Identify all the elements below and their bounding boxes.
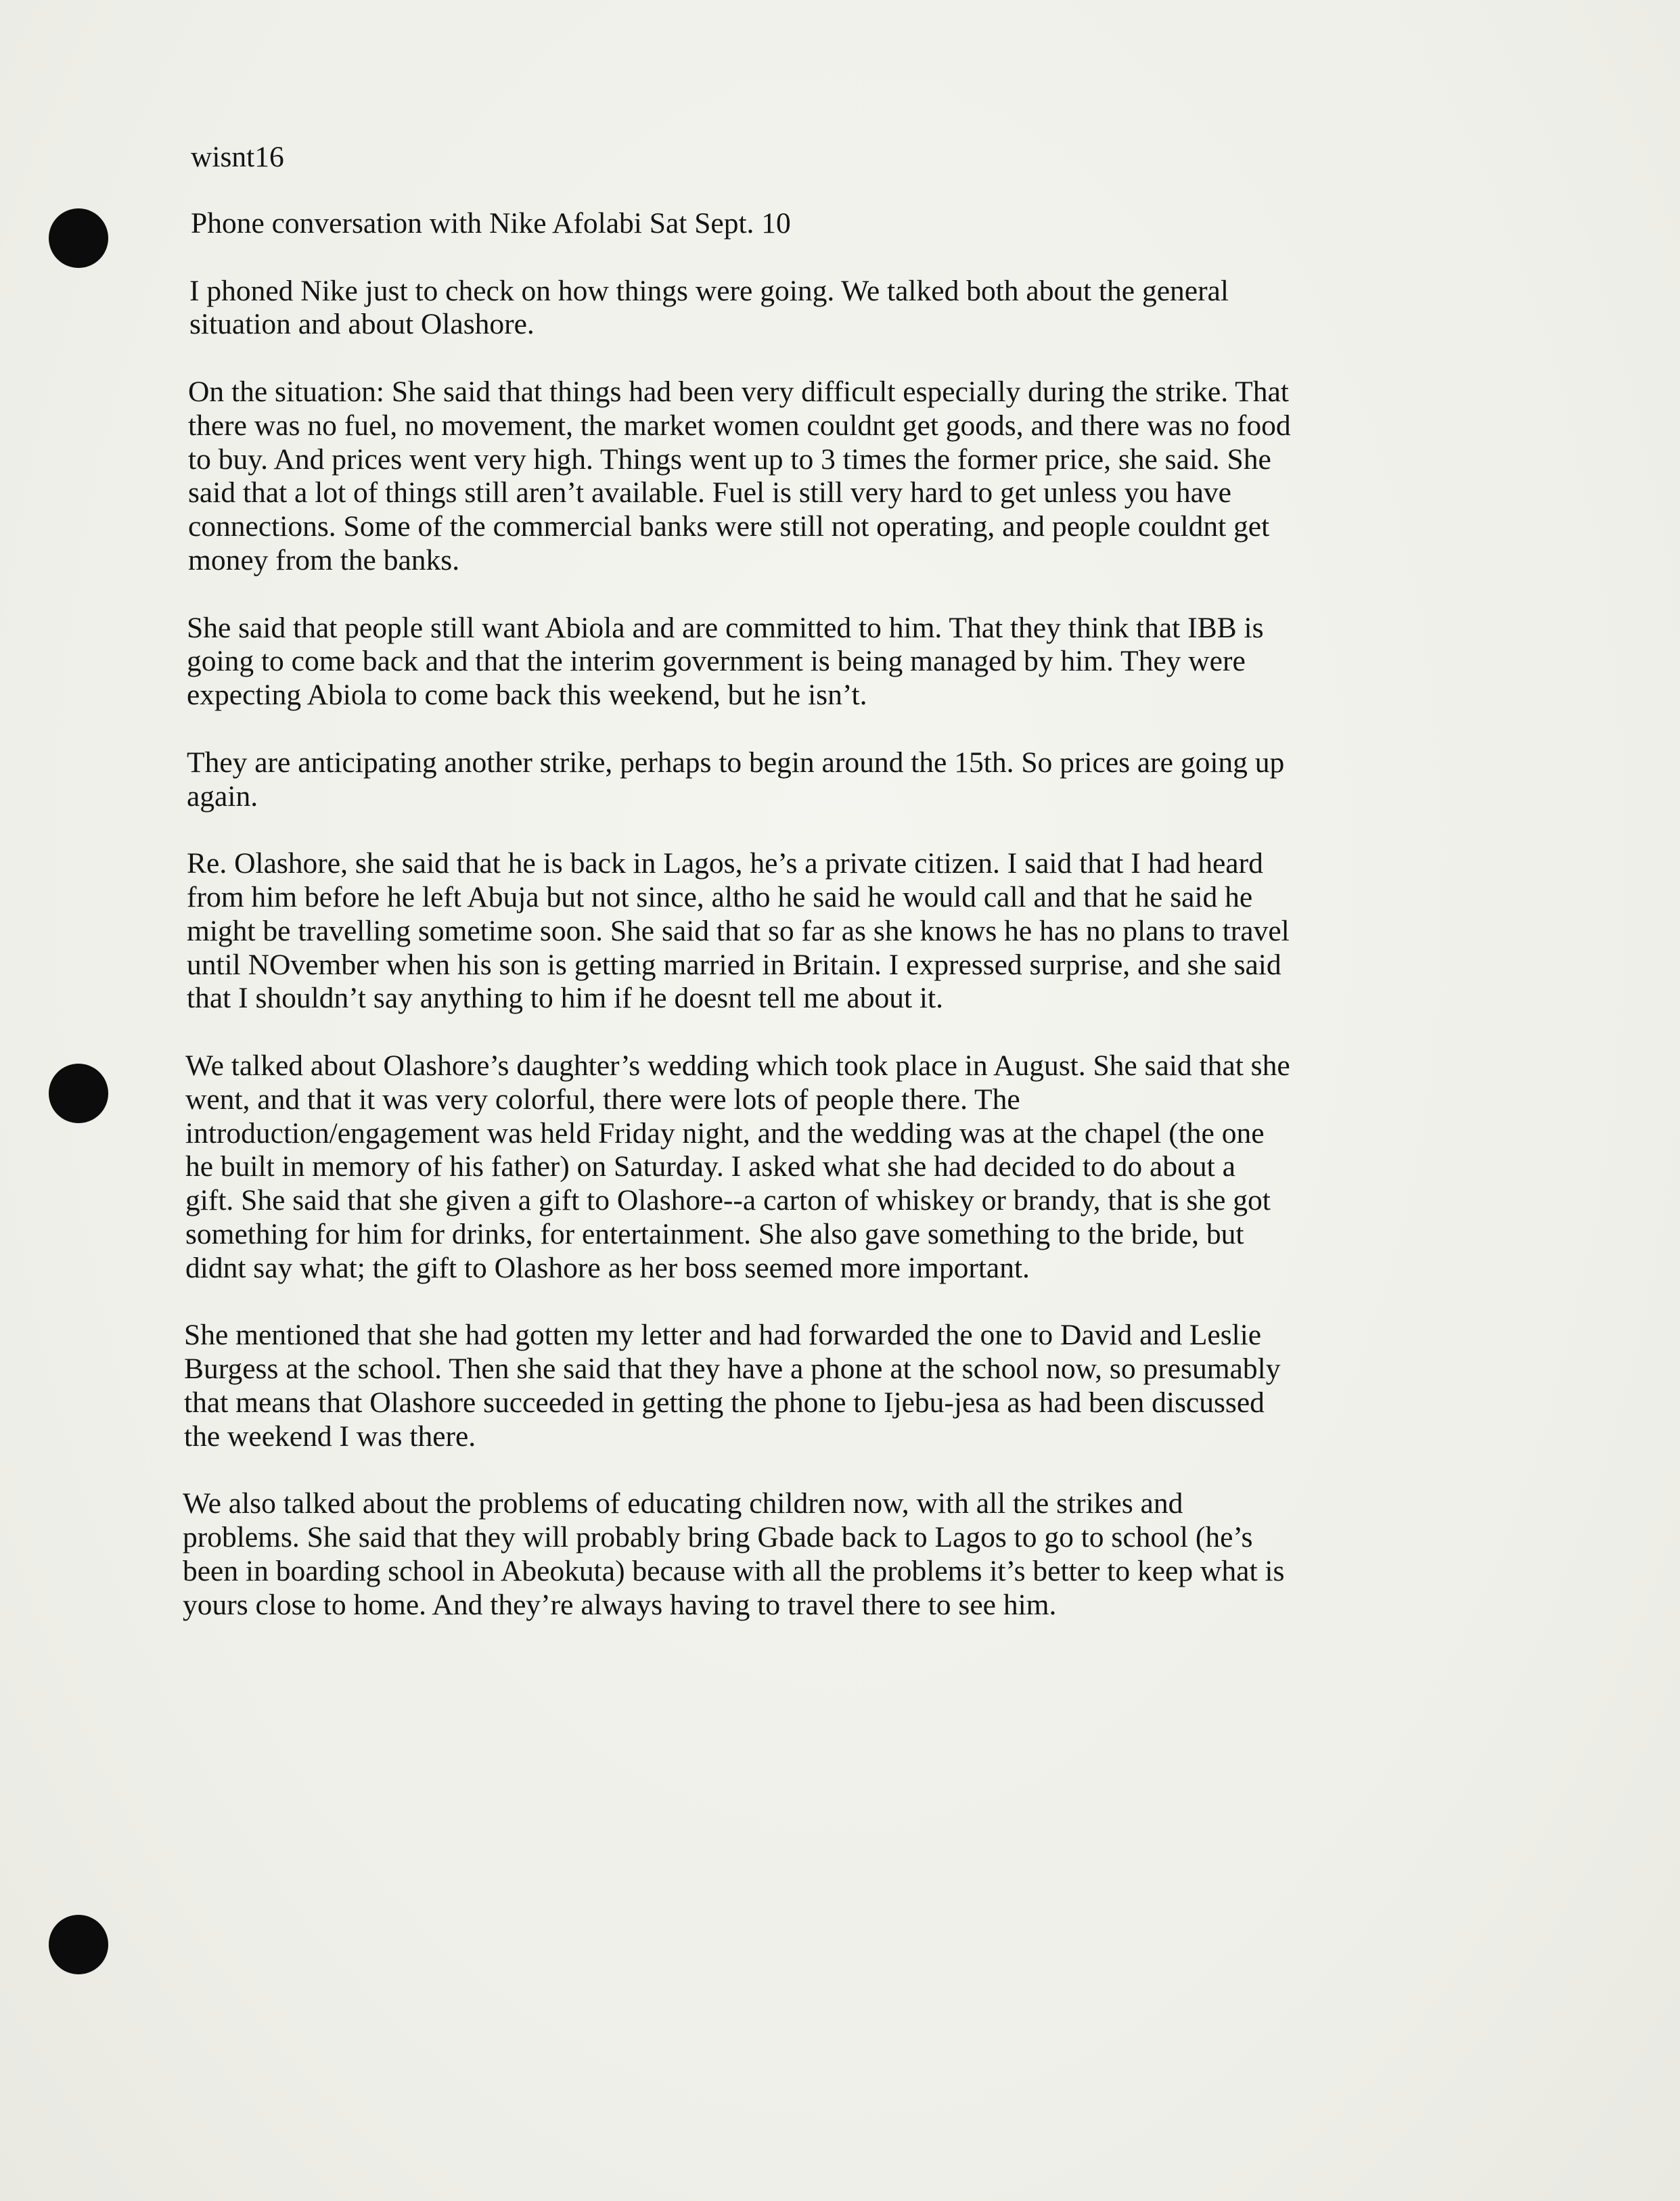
text-line: the weekend I was there. <box>184 1420 476 1453</box>
text-line: introduction/engagement was held Friday night, and the wedding was at the chapel (the one <box>185 1116 1265 1150</box>
paragraph-4 <box>187 746 1497 814</box>
text-line: We talked about Olashore’s daughter’s wedding which took place in August. She said that she <box>185 1049 1290 1082</box>
text-line: from him before he left Abuja but not since, altho he said he would call and that he said he <box>187 880 1253 913</box>
document-body <box>184 141 1497 1656</box>
punch-hole-top <box>49 208 108 268</box>
document-title: Phone conversation with Nike Afolabi Sat Sept. 10 <box>191 206 791 240</box>
text-line: She mentioned that she had gotten my letter and had forwarded the one to David and Leslie <box>184 1319 1262 1352</box>
paragraph-7 <box>184 1319 1497 1453</box>
text-line: that means that Olashore succeeded in getting the phone to Ijebu-jesa as had been discussed <box>184 1386 1265 1419</box>
text-line: situation and about Olashore. <box>189 308 535 341</box>
punch-hole-middle <box>49 1064 108 1123</box>
punch-hole-bottom <box>49 1915 108 1974</box>
text-line: She said that people still want Abiola and are committed to him. That they think that IBB is <box>187 611 1264 644</box>
text-line: They are anticipating another strike, perhaps to begin around the 15th. So prices are going up <box>187 746 1285 779</box>
text-line: something for him for drinks, for entertainment. She also gave something to the bride, but <box>185 1217 1244 1250</box>
text-line: might be travelling sometime soon. She said that so far as she knows he has no plans to travel <box>187 914 1290 947</box>
text-line: money from the banks. <box>188 543 460 576</box>
text-line: been in boarding school in Abeokuta) because with all the problems it’s better to keep what is <box>183 1554 1285 1587</box>
text-line: to buy. And prices went very high. Things went up to 3 times the former price, she said. She <box>188 443 1271 476</box>
text-line: didnt say what; the gift to Olashore as her boss seemed more important. <box>185 1251 1030 1284</box>
text-line: gift. She said that she given a gift to Olashore--a carton of whiskey or brandy, that is she got <box>185 1184 1271 1217</box>
paragraph-3 <box>187 612 1497 712</box>
paragraph-2 <box>188 376 1497 578</box>
text-line: problems. She said that they will probably bring Gbade back to Lagos to go to school (he’s <box>183 1521 1253 1554</box>
document-id: wisnt16 <box>191 141 284 173</box>
text-line: there was no fuel, no movement, the market women couldnt get goods, and there was no food <box>188 409 1291 442</box>
text-line: that I shouldn’t say anything to him if he doesnt tell me about it. <box>187 982 943 1015</box>
text-line: We also talked about the problems of educating children now, with all the strikes and <box>183 1487 1183 1520</box>
paragraph-5 <box>187 847 1497 1016</box>
text-line: until NOvember when his son is getting married in Britain. I expressed surprise, and she said <box>187 948 1281 981</box>
text-line: yours close to home. And they’re always having to travel there to see him. <box>183 1588 1057 1621</box>
text-line: he built in memory of his father) on Saturday. I asked what she had decided to do about a <box>185 1150 1235 1183</box>
text-line: went, and that it was very colorful, there were lots of people there. The <box>185 1083 1020 1116</box>
paragraph-1 <box>189 275 1497 342</box>
paragraph-6 <box>185 1049 1497 1286</box>
text-line: On the situation: She said that things had been very difficult especially during the strike. That <box>188 375 1289 408</box>
text-line: Burgess at the school. Then she said that they have a phone at the school now, so presumably <box>184 1353 1281 1386</box>
text-line: going to come back and that the interim government is being managed by him. They were <box>187 645 1246 678</box>
text-line: again. <box>187 779 258 813</box>
text-line: Re. Olashore, she said that he is back in Lagos, he’s a private citizen. I said that I had heard <box>187 847 1263 880</box>
text-line: I phoned Nike just to check on how things were going. We talked both about the general <box>189 274 1229 307</box>
text-line: expecting Abiola to come back this weekend, but he isn’t. <box>187 679 867 712</box>
text-line: connections. Some of the commercial banks were still not operating, and people couldnt get <box>188 510 1270 543</box>
text-line: said that a lot of things still aren’t available. Fuel is still very hard to get unless you have <box>188 476 1231 509</box>
paragraph-8 <box>183 1487 1497 1622</box>
